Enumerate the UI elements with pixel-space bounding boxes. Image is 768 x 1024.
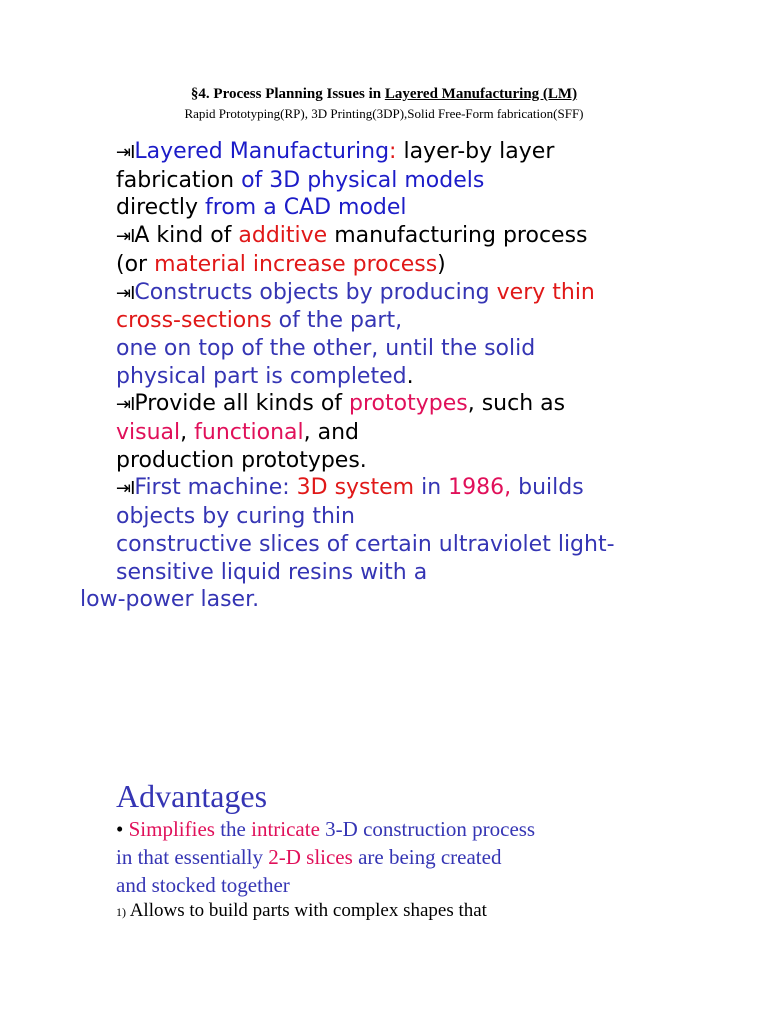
constructs-text: of the part, <box>271 308 403 334</box>
heading-prefix: §4. Process Planning Issues in <box>190 86 385 102</box>
prototypes-text: , and <box>303 420 359 446</box>
bullet-4-line-3: production prototypes. <box>116 447 367 473</box>
bullet-2-line-1 <box>116 222 756 251</box>
prototypes-text: , such as <box>467 391 566 417</box>
year-1986: 1986, <box>448 475 512 501</box>
additive-word: additive <box>238 223 328 249</box>
intricate-word: intricate <box>251 817 320 841</box>
bullet-4-line-2 <box>116 419 756 447</box>
advantages-text: are being created <box>352 845 502 869</box>
lm-text: directly <box>116 195 206 221</box>
3d-system-term: 3D system <box>296 475 415 501</box>
additive-text: (or <box>116 251 155 277</box>
bullet-3-line-2 <box>116 307 756 335</box>
bullet-1-line-1 <box>116 138 756 167</box>
advantages-text: 3-D construction process <box>319 817 536 841</box>
first-machine-text: builds <box>511 475 584 501</box>
item-text: Allows to build parts with complex shapes that <box>126 900 487 921</box>
bullet-mark-icon: ⇥I <box>116 282 135 304</box>
advantages-title: Advantages <box>116 778 268 814</box>
prototypes-text: Provide all kinds of <box>134 391 350 417</box>
constructs-text: physical part is completed <box>116 363 407 389</box>
bullet-5-line-3: constructive slices of certain ultraviolet light- <box>116 531 615 557</box>
functional-word: functional <box>194 420 304 446</box>
advantages-body <box>116 815 736 899</box>
cross-sections-phrase: cross-sections <box>116 308 272 334</box>
lm-text: layer-by layer <box>396 139 555 164</box>
lm-text: fabrication <box>116 167 242 193</box>
advantages-text: in that essentially <box>116 845 269 869</box>
bullet-5-line-1 <box>116 474 756 503</box>
advantages-line-1 <box>116 815 736 843</box>
advantages-text: the <box>214 817 252 841</box>
bullet-mark-icon: ⇥I <box>116 226 135 248</box>
bullet-mark-icon: ⇥I <box>116 394 135 416</box>
item-number: 1) <box>116 905 126 919</box>
bullet-mark-icon: ⇥I <box>116 478 135 500</box>
advantages-line-3: and stocked together <box>116 873 290 897</box>
additive-text: A kind of <box>134 223 239 249</box>
first-machine-text: in <box>414 475 449 501</box>
numbered-item-1 <box>116 900 487 922</box>
bullet-3-line-3: one on top of the other, until the solid <box>116 335 536 361</box>
bullet-5-line-2: objects by curing thin <box>116 504 355 530</box>
bullet-5-line-4: sensitive liquid resins with a <box>116 559 428 585</box>
lm-text-blue: of 3D physical models <box>241 167 485 193</box>
bullet-3-line-1 <box>116 279 756 308</box>
bullet-1-line-2 <box>116 167 756 195</box>
lm-text-blue: from a CAD model <box>205 195 407 221</box>
material-increase-phrase: material increase process <box>154 251 438 277</box>
constructs-period: . <box>406 363 414 389</box>
prototypes-word: prototypes <box>349 391 468 417</box>
lm-term: Layered Manufacturing <box>134 139 390 164</box>
constructs-text: Constructs objects by producing <box>134 279 497 305</box>
visual-word: visual <box>116 420 181 446</box>
very-thin-phrase: very thin <box>496 279 595 305</box>
section-subheading: Rapid Prototyping(RP), 3D Printing(3DP),Solid Free-Form fabrication(SFF) <box>184 106 584 121</box>
bullet-list <box>80 138 756 614</box>
advantages-line-2 <box>116 843 736 871</box>
lm-colon: : <box>389 139 397 164</box>
heading-underlined-term: Layered Manufacturing (LM) <box>384 86 578 102</box>
bullet-mark-icon: ⇥I <box>116 142 135 163</box>
2d-slices-term: 2-D slices <box>268 845 353 869</box>
section-heading <box>0 86 768 103</box>
bullet-1-line-3 <box>116 194 756 222</box>
additive-text: manufacturing process <box>327 223 588 249</box>
simplifies-word: Simplifies <box>128 817 215 841</box>
prototypes-comma: , <box>180 420 195 446</box>
bullet-dot-icon: • <box>116 817 129 841</box>
first-machine-text: First machine: <box>134 475 297 501</box>
bullet-3-line-4 <box>116 363 756 391</box>
bullet-2-line-2 <box>116 251 756 279</box>
bullet-5-line-5: low-power laser. <box>80 587 260 613</box>
bullet-4-line-1 <box>116 390 756 419</box>
additive-text: ) <box>437 251 446 277</box>
